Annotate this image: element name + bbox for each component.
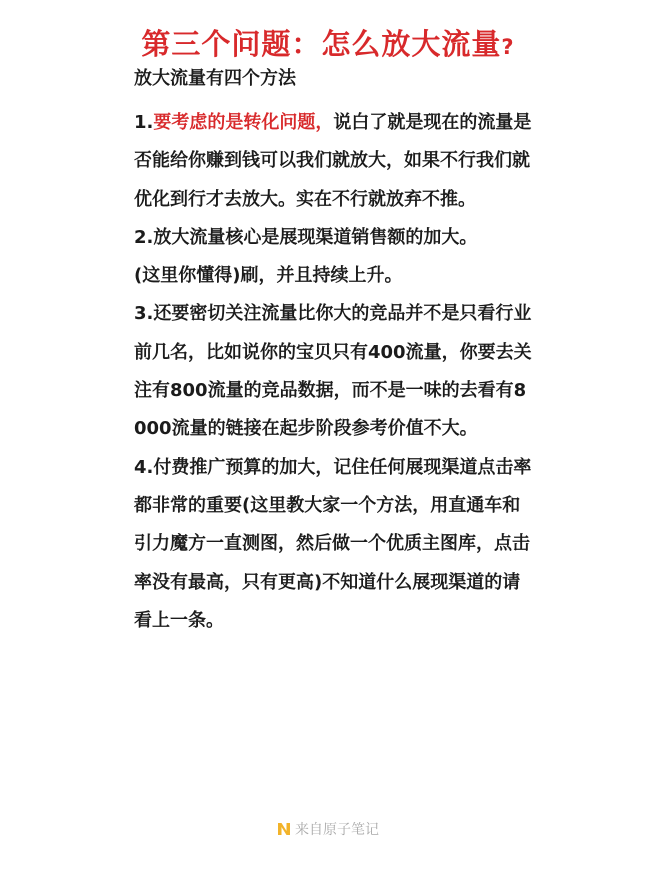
method-text-4: 付费推广预算的加大，记住任何展现渠道点击率都非常的重要(这里教大家一个方法，用直通车和引力魔方一直测图，然后做一个优质主图库，点击率没有最高，只有更高)不知道什么展现渠道的请看上一条。: [134, 456, 532, 631]
title-text: 第三个问题：怎么放大流量: [141, 27, 502, 61]
article-subtitle: 放大流量有四个方法: [134, 68, 296, 89]
method-highlight-1: 要考虑的是转化问题，: [153, 112, 334, 133]
method-number-1: 1.: [134, 112, 154, 133]
method-number-3: 3.: [134, 303, 154, 325]
article-body: [134, 64, 534, 640]
method-item-3: [134, 295, 534, 448]
page-title: [0, 24, 656, 67]
method-number-4: 4.: [134, 456, 154, 478]
method-text-1: 说白了就是现在的流量是否能给你赚到钱可以我们就放大，如果不行我们就优化到行才去放大。实在不行就放弃不推。: [134, 112, 532, 210]
method-number-2: 2.: [134, 226, 154, 248]
method-text-2: 放大流量核心是展现渠道销售额的加大。: [153, 226, 478, 248]
source-footer: [0, 818, 656, 842]
method-text-3: 还要密切关注流量比你大的竞品并不是只看行业前几名，比如说你的宝贝只有400流量，你要去关注有800流量的竞品数据，而不是一味的去看有8000流量的链接在起步阶段参考价值不大。: [134, 303, 532, 440]
title-question-mark: ?: [501, 35, 515, 59]
method-item-4: [134, 449, 534, 640]
footer-source-text: 来自原子笔记: [295, 822, 379, 838]
method-note-text-2: (这里你懂得)刷，并且持续上升。: [134, 265, 403, 287]
method-item-1: [134, 104, 534, 219]
notes-app-logo-icon: [277, 820, 291, 834]
method-item-2-note: [134, 257, 534, 295]
method-item-2: [134, 219, 534, 257]
